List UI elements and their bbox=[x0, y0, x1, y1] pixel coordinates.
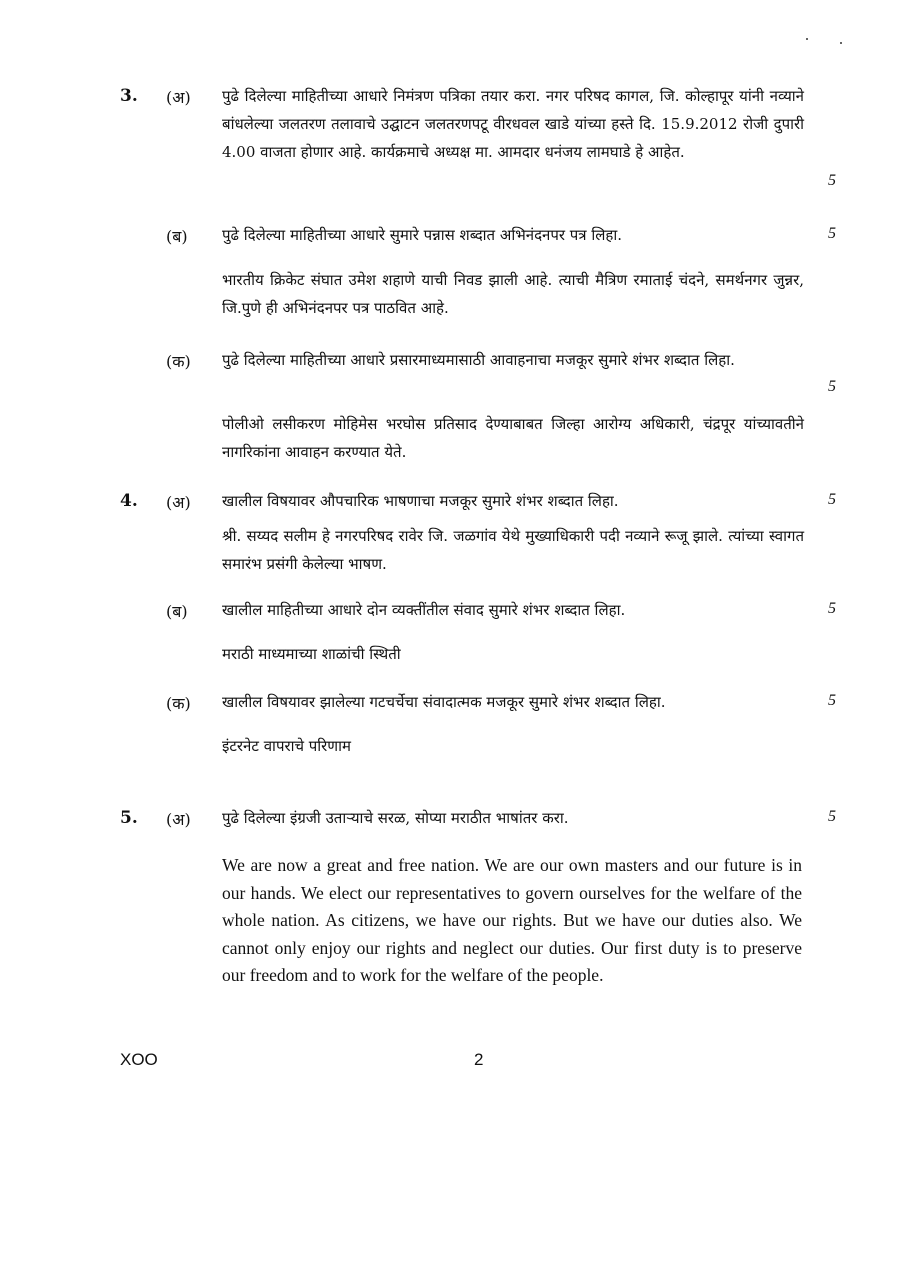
question-info: इंटरनेट वापराचे परिणाम bbox=[222, 737, 352, 755]
subquestion-label: (ब) bbox=[166, 602, 188, 621]
marks: 5 bbox=[828, 600, 836, 617]
question-text: खालील विषयावर झालेल्या गटचर्चेचा संवादात्मक मजकूर सुमारे शंभर शब्दात लिहा. bbox=[222, 693, 666, 711]
page-number: 2 bbox=[474, 1050, 484, 1069]
question-info: मराठी माध्यमाच्या शाळांची स्थिती bbox=[222, 645, 401, 663]
marks: 5 bbox=[828, 808, 836, 825]
question-info: पोलीओ लसीकरण मोहिमेस भरघोस प्रतिसाद देण्याबाबत जिल्हा आरोग्य अधिकारी, चंद्रपूर यांच्यावतीने नागरिकांना आवाहन करण्यात येते. bbox=[222, 415, 804, 461]
scan-speck bbox=[806, 38, 808, 40]
question-info: भारतीय क्रिकेट संघात उमेश शहाणे याची निवड झाली आहे. त्याची मैत्रिण रमाताई चंदने, समर्थनगर जुन्नर, जि.पुणे ही अभिनंदनपर पत्र पाठवित आहे. bbox=[222, 271, 804, 317]
marks: 5 bbox=[828, 225, 836, 242]
marks: 5 bbox=[828, 378, 836, 395]
paper-code: XOO bbox=[120, 1050, 158, 1069]
question-text: पुढे दिलेल्या माहितीच्या आधारे सुमारे पन्नास शब्दात अभिनंदनपर पत्र लिहा. bbox=[222, 226, 623, 244]
subquestion-label: (क) bbox=[166, 352, 191, 371]
question-text: पुढे दिलेल्या माहितीच्या आधारे निमंत्रण पत्रिका तयार करा. नगर परिषद कागल, जि. कोल्हापूर यांनी नव्याने बांधलेल्या जलतरण तलावाचे उद्घाटन जलतरणपटू वीरधवल खाडे यांच्या हस्ते दि. 15.9.2012 रोजी दुपारी 4.00 वाजता होणार आहे. कार्यक्रमाचे अध्यक्ष मा. आमदार धनंजय लामघाडे हे आहेत. bbox=[222, 87, 804, 161]
subquestion-label: (अ) bbox=[166, 88, 191, 107]
question-info: श्री. सय्यद सलीम हे नगरपरिषद रावेर जि. जळगांव येथे मुख्याधिकारी पदी नव्याने रूजू झाले. त्यांच्या स्वागत समारंभ प्रसंगी केलेल्या भाषण. bbox=[222, 527, 804, 573]
question-number: 5. bbox=[120, 808, 138, 828]
question-number: 3. bbox=[120, 86, 138, 106]
subquestion-label: (क) bbox=[166, 694, 191, 713]
subquestion-label: (अ) bbox=[166, 810, 191, 829]
question-text: पुढे दिलेल्या इंग्रजी उताऱ्याचे सरळ, सोप्या मराठीत भाषांतर करा. bbox=[222, 809, 569, 827]
english-passage: We are now a great and free nation. We are our own masters and our future is in our hands. We elect our representatives to govern ourselves for the welfare of the whole nation. As citizens, we have our rights. But we have our duties also. We cannot only enjoy our rights and neglect our duties. Our first duty is to preserve our freedom and to work for the welfare of the people. bbox=[222, 855, 802, 985]
marks: 5 bbox=[828, 692, 836, 709]
question-number: 4. bbox=[120, 491, 138, 511]
question-text: पुढे दिलेल्या माहितीच्या आधारे प्रसारमाध्यमासाठी आवाहनाचा मजकूर सुमारे शंभर शब्दात लिहा. bbox=[222, 351, 735, 369]
subquestion-label: (ब) bbox=[166, 227, 188, 246]
question-text: खालील माहितीच्या आधारे दोन व्यक्तींतील संवाद सुमारे शंभर शब्दात लिहा. bbox=[222, 601, 626, 619]
scan-speck bbox=[840, 42, 842, 44]
marks: 5 bbox=[828, 172, 836, 189]
marks: 5 bbox=[828, 491, 836, 508]
subquestion-label: (अ) bbox=[166, 493, 191, 512]
question-text: खालील विषयावर औपचारिक भाषणाचा मजकूर सुमारे शंभर शब्दात लिहा. bbox=[222, 492, 619, 510]
